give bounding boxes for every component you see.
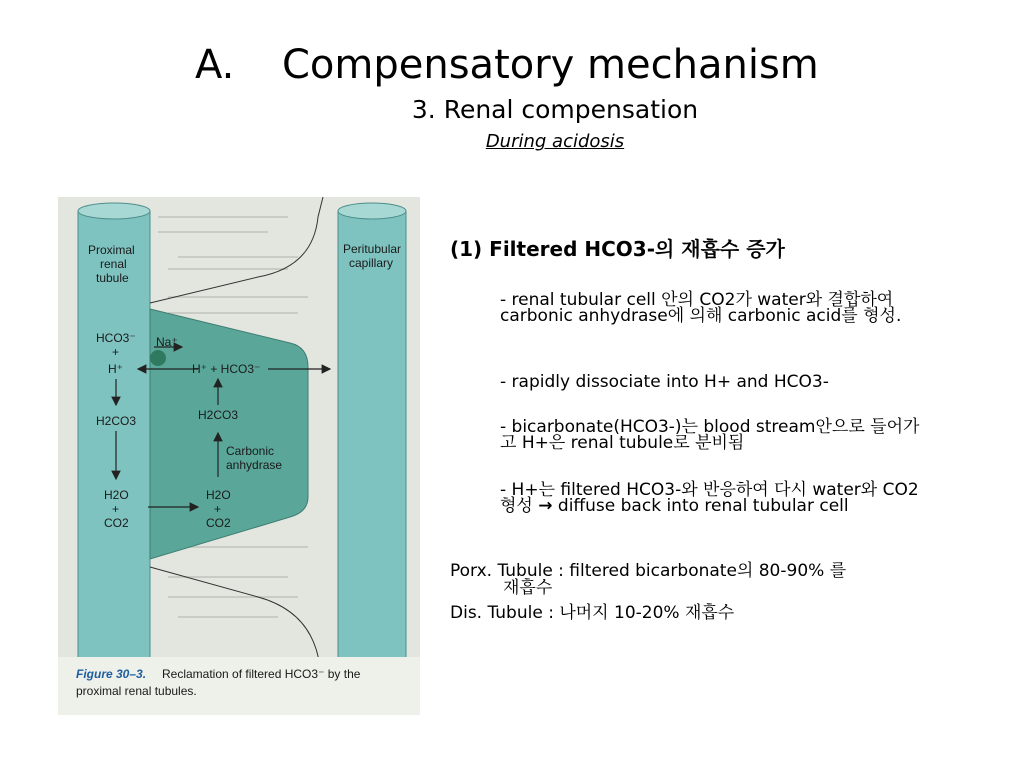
section-heading: (1) Filtered HCO3-의 재흡수 증가 [450,237,785,261]
caption-line-2: proximal renal tubules. [76,684,197,698]
label-tubule: tubule [96,271,129,285]
label-plus: + [112,502,120,516]
label-h-hco3-cell: H⁺ + HCO3⁻ [192,362,261,376]
label-plus: + [214,502,222,516]
caption-figure-number: Figure 30–3. [76,667,147,681]
label-co2-cell: CO2 [206,516,231,530]
bullet-4 [500,482,930,514]
bullet-1: - renal tubular cell 안의 CO2가 water와 결합하여 carbonic anhydrase에 의해 carbonic acid를 형성. [500,290,902,326]
bullet-3: - bicarbonate(HCO3-)는 blood stream안으로 들어가고 H+은 renal tubule로 분비됨 [500,417,920,453]
renal-tubule-figure [58,197,420,715]
label-plus: + [112,345,120,359]
label-capillary: capillary [349,256,394,270]
label-h2o-lumen: H2O [104,488,129,502]
peritubular-capillary-shape [338,211,406,715]
label-peritubular: Peritubular [343,242,402,256]
label-h2co3-cell: H2CO3 [198,408,239,422]
label-anhydrase: anhydrase [226,458,283,472]
label-renal: renal [100,257,127,271]
label-proximal: Proximal [88,243,135,257]
proximal-note-line: Porx. Tubule : filtered bicarbonate의 80-90% 를 [450,561,847,581]
sodium-channel-icon [150,350,166,366]
proximal-tubule-shape [78,211,150,715]
label-carbonic: Carbonic [226,444,275,458]
bullet-4-text-continued: diffuse back into renal tubular cell [557,496,849,516]
proximal-tubule-note [450,563,920,597]
page-subtitle: 3. Renal compensation [411,95,699,124]
renal-diagram [58,197,420,715]
caption-line-1: Reclamation of filtered HCO3⁻ by the [162,667,361,681]
section-subtitle: During acidosis [485,131,625,152]
title-letter: A. [195,42,235,88]
page-title: Compensatory mechanism [282,42,819,88]
proximal-note-continued: 재흡수 [503,578,553,598]
bullet-2: - rapidly dissociate into H+ and HCO3- [500,372,829,392]
bullet-4-text: - H+는 filtered HCO3-와 반응하여 다시 water와 CO2형성 [500,480,919,516]
label-h-lumen: H⁺ [108,362,123,376]
label-na: Na⁺ [156,335,178,349]
label-hco3-lumen: HCO3⁻ [96,331,136,345]
arrow-icon: → [538,496,553,516]
distal-tubule-note: Dis. Tubule : 나머지 10-20% 재흡수 [450,603,735,623]
label-h2o-cell: H2O [206,488,231,502]
label-h2co3-lumen: H2CO3 [96,414,137,428]
label-co2-lumen: CO2 [104,516,129,530]
